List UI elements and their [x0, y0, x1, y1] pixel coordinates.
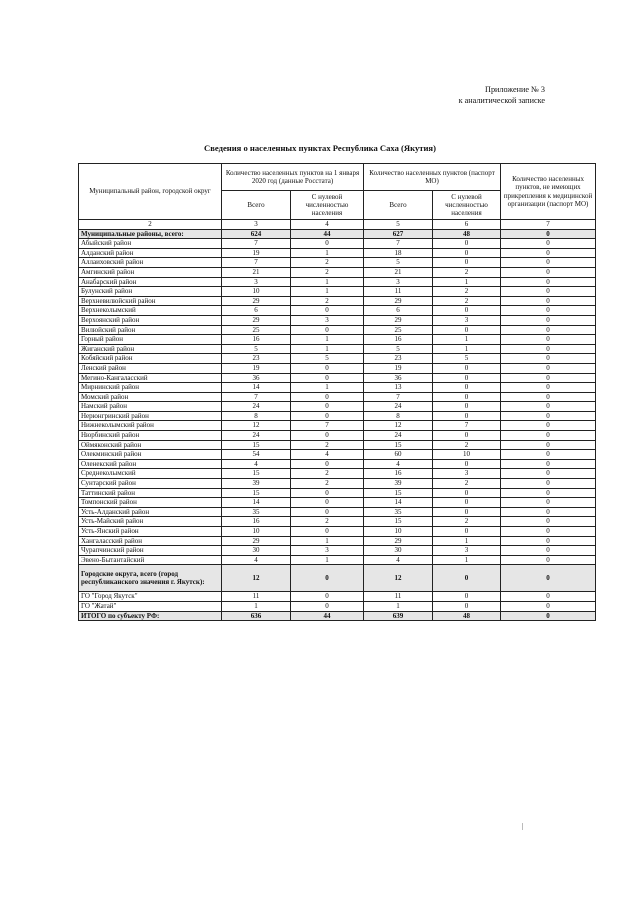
value-cell: 18 [364, 248, 433, 258]
value-cell: 2 [433, 517, 501, 527]
value-cell: 1 [291, 536, 364, 546]
value-cell: 1 [364, 601, 433, 611]
value-cell: 1 [291, 277, 364, 287]
value-cell: 15 [222, 440, 291, 450]
value-cell: 0 [501, 555, 596, 565]
table-row [79, 325, 596, 335]
district-name: Нюрбинский район [79, 431, 222, 441]
value-cell: 2 [433, 296, 501, 306]
value-cell: 0 [433, 373, 501, 383]
value-cell: 0 [501, 431, 596, 441]
column-number: 3 [222, 220, 291, 230]
district-name: Верхневилюйский район [79, 296, 222, 306]
value-cell: 0 [501, 267, 596, 277]
value-cell: 0 [501, 335, 596, 345]
value-cell: 3 [433, 546, 501, 556]
value-cell: 0 [501, 601, 596, 611]
value-cell: 0 [501, 402, 596, 412]
value-cell: 0 [291, 239, 364, 249]
value-cell: 0 [501, 546, 596, 556]
value-cell: 48 [433, 611, 501, 621]
value-cell: 14 [222, 498, 291, 508]
value-cell: 16 [364, 335, 433, 345]
district-name: ГО "Город Якутск" [79, 592, 222, 602]
district-name: Амгинский район [79, 267, 222, 277]
value-cell: 7 [222, 239, 291, 249]
value-cell: 11 [364, 287, 433, 297]
value-cell: 21 [364, 267, 433, 277]
table-row [79, 354, 596, 364]
value-cell: 0 [501, 315, 596, 325]
value-cell: 0 [501, 411, 596, 421]
table-row [79, 450, 596, 460]
district-name: Абыйский район [79, 239, 222, 249]
value-cell: 8 [364, 411, 433, 421]
value-cell: 0 [291, 402, 364, 412]
value-cell: 0 [501, 239, 596, 249]
value-cell: 0 [433, 363, 501, 373]
value-cell: 0 [291, 459, 364, 469]
value-cell: 1 [291, 383, 364, 393]
value-cell: 0 [501, 392, 596, 402]
value-cell: 1 [222, 601, 291, 611]
district-name: Таттинский район [79, 488, 222, 498]
table-row [79, 536, 596, 546]
value-cell: 0 [501, 517, 596, 527]
value-cell: 2 [433, 287, 501, 297]
value-cell: 23 [222, 354, 291, 364]
value-cell: 0 [291, 527, 364, 537]
district-name: Момский район [79, 392, 222, 402]
value-cell: 0 [501, 373, 596, 383]
value-cell: 1 [291, 248, 364, 258]
table-row [79, 488, 596, 498]
district-name: Аллаиховский район [79, 258, 222, 268]
value-cell: 10 [433, 450, 501, 460]
value-cell: 0 [501, 565, 596, 592]
value-cell: 16 [222, 335, 291, 345]
value-cell: 6 [222, 306, 291, 316]
district-name: Горный район [79, 335, 222, 345]
city-total-row [79, 565, 596, 592]
value-cell: 0 [291, 373, 364, 383]
value-cell: 2 [433, 479, 501, 489]
value-cell: 1 [291, 287, 364, 297]
table-row [79, 315, 596, 325]
value-cell: 0 [501, 229, 596, 239]
table-row [79, 527, 596, 537]
value-cell: 19 [364, 363, 433, 373]
value-cell: 0 [501, 363, 596, 373]
table-row [79, 267, 596, 277]
district-name: Чурапчинский район [79, 546, 222, 556]
value-cell: 624 [222, 229, 291, 239]
value-cell: 0 [501, 450, 596, 460]
value-cell: 15 [364, 517, 433, 527]
value-cell: 0 [291, 601, 364, 611]
header-no-medical-org: Количество населенных пунктов, не имеющих прикрепления к медицинской организации (паспорт МО) [501, 164, 596, 220]
value-cell: 5 [364, 258, 433, 268]
value-cell: 0 [501, 479, 596, 489]
value-cell: 0 [291, 431, 364, 441]
value-cell: 2 [291, 440, 364, 450]
value-cell: 0 [291, 565, 364, 592]
value-cell: 0 [501, 354, 596, 364]
value-cell: 0 [433, 565, 501, 592]
value-cell: 0 [501, 592, 596, 602]
value-cell: 0 [291, 363, 364, 373]
value-cell: 1 [291, 344, 364, 354]
value-cell: 3 [222, 277, 291, 287]
value-cell: 39 [364, 479, 433, 489]
value-cell: 0 [501, 258, 596, 268]
column-number: 5 [364, 220, 433, 230]
value-cell: 0 [433, 392, 501, 402]
value-cell: 23 [364, 354, 433, 364]
district-name: ГО "Жатай" [79, 601, 222, 611]
value-cell: 54 [222, 450, 291, 460]
value-cell: 0 [501, 421, 596, 431]
value-cell: 12 [222, 421, 291, 431]
value-cell: 0 [433, 411, 501, 421]
value-cell: 0 [501, 507, 596, 517]
value-cell: 0 [433, 306, 501, 316]
value-cell: 1 [433, 335, 501, 345]
value-cell: 0 [501, 527, 596, 537]
value-cell: 5 [433, 354, 501, 364]
value-cell: 0 [433, 248, 501, 258]
value-cell: 11 [364, 592, 433, 602]
table-row [79, 296, 596, 306]
district-name: Булунский район [79, 287, 222, 297]
table-row [79, 555, 596, 565]
district-name: Томпонский район [79, 498, 222, 508]
value-cell: 25 [364, 325, 433, 335]
value-cell: 0 [433, 488, 501, 498]
district-name: Олекминский район [79, 450, 222, 460]
document-title: Сведения о населенных пунктах Республика Саха (Якутия) [204, 143, 436, 153]
value-cell: 19 [222, 363, 291, 373]
table-row [79, 440, 596, 450]
value-cell: 0 [501, 459, 596, 469]
column-number: 4 [291, 220, 364, 230]
value-cell: 2 [433, 440, 501, 450]
value-cell: 36 [222, 373, 291, 383]
value-cell: 0 [501, 488, 596, 498]
value-cell: 0 [501, 277, 596, 287]
value-cell: 4 [364, 459, 433, 469]
value-cell: 7 [433, 421, 501, 431]
value-cell: 0 [291, 325, 364, 335]
value-cell: 39 [222, 479, 291, 489]
district-name: Ленский район [79, 363, 222, 373]
value-cell: 1 [291, 555, 364, 565]
table-row [79, 592, 596, 602]
settlements-table [78, 163, 596, 621]
value-cell: 12 [222, 565, 291, 592]
table-row [79, 287, 596, 297]
annex-note [459, 84, 545, 106]
table-row [79, 469, 596, 479]
table-row [79, 479, 596, 489]
annex-reference: к аналитической записке [458, 96, 545, 105]
value-cell: 21 [222, 267, 291, 277]
value-cell: 7 [364, 392, 433, 402]
annex-number: Приложение № 3 [485, 85, 545, 94]
table-row [79, 411, 596, 421]
value-cell: 16 [222, 517, 291, 527]
district-name: Хангаласский район [79, 536, 222, 546]
value-cell: 0 [501, 306, 596, 316]
value-cell: 30 [364, 546, 433, 556]
value-cell: 2 [291, 296, 364, 306]
value-cell: 35 [222, 507, 291, 517]
header-rosstat-zero: С нулевой численностью населения [291, 191, 364, 220]
value-cell: 0 [291, 592, 364, 602]
value-cell: 2 [291, 469, 364, 479]
district-name: Сунтарский район [79, 479, 222, 489]
district-name: Нерюнгринский район [79, 411, 222, 421]
district-name: Намский район [79, 402, 222, 412]
district-name: Анабарский район [79, 277, 222, 287]
value-cell: 0 [291, 392, 364, 402]
table-row [79, 383, 596, 393]
value-cell: 0 [433, 507, 501, 517]
value-cell: 24 [364, 402, 433, 412]
district-name: Кобяйский район [79, 354, 222, 364]
value-cell: 10 [222, 287, 291, 297]
value-cell: 0 [291, 306, 364, 316]
value-cell: 11 [222, 592, 291, 602]
value-cell: 14 [222, 383, 291, 393]
table-row [79, 335, 596, 345]
value-cell: 0 [501, 536, 596, 546]
value-cell: 7 [222, 392, 291, 402]
value-cell: 8 [222, 411, 291, 421]
header-rosstat-group: Количество населенных пунктов на 1 января 2020 год (данные Росстата) [222, 164, 364, 191]
value-cell: 2 [291, 267, 364, 277]
grand-total-row [79, 611, 596, 621]
value-cell: 0 [433, 527, 501, 537]
value-cell: 0 [433, 498, 501, 508]
value-cell: 29 [222, 536, 291, 546]
district-name: Вилюйский район [79, 325, 222, 335]
value-cell: 15 [364, 488, 433, 498]
district-name: Усть-Алданский район [79, 507, 222, 517]
district-name: Верхнеколымский [79, 306, 222, 316]
value-cell: 5 [291, 354, 364, 364]
value-cell: 30 [222, 546, 291, 556]
value-cell: 2 [433, 267, 501, 277]
value-cell: 4 [222, 459, 291, 469]
district-name: Мегино-Кангаласский [79, 373, 222, 383]
district-name: Алданский район [79, 248, 222, 258]
value-cell: 7 [222, 258, 291, 268]
value-cell: 36 [364, 373, 433, 383]
column-number: 2 [79, 220, 222, 230]
value-cell: 29 [364, 536, 433, 546]
table-row [79, 459, 596, 469]
table-row [79, 258, 596, 268]
value-cell: 0 [433, 431, 501, 441]
table-row [79, 239, 596, 249]
value-cell: 7 [291, 421, 364, 431]
value-cell: 35 [364, 507, 433, 517]
value-cell: 44 [291, 611, 364, 621]
value-cell: 10 [222, 527, 291, 537]
table-row [79, 277, 596, 287]
district-name: Муниципальные районы, всего: [79, 229, 222, 239]
header-passport-zero: С нулевой численностью населения [433, 191, 501, 220]
value-cell: 13 [364, 383, 433, 393]
value-cell: 12 [364, 421, 433, 431]
value-cell: 3 [291, 315, 364, 325]
value-cell: 7 [364, 239, 433, 249]
value-cell: 0 [501, 611, 596, 621]
value-cell: 15 [222, 488, 291, 498]
value-cell: 5 [364, 344, 433, 354]
value-cell: 12 [364, 565, 433, 592]
value-cell: 1 [433, 536, 501, 546]
table-row [79, 517, 596, 527]
value-cell: 2 [291, 517, 364, 527]
table-row [79, 392, 596, 402]
value-cell: 627 [364, 229, 433, 239]
value-cell: 0 [433, 592, 501, 602]
value-cell: 3 [364, 277, 433, 287]
district-name: Городские округа, всего (город республиканского значения г. Якутск): [79, 565, 222, 592]
municipal-total-row [79, 229, 596, 239]
district-name: Усть-Майский район [79, 517, 222, 527]
value-cell: 60 [364, 450, 433, 460]
value-cell: 0 [501, 325, 596, 335]
value-cell: 29 [364, 296, 433, 306]
value-cell: 1 [291, 335, 364, 345]
value-cell: 0 [501, 344, 596, 354]
header-rosstat-total: Всего [222, 191, 291, 220]
table-row [79, 306, 596, 316]
value-cell: 0 [433, 239, 501, 249]
value-cell: 24 [364, 431, 433, 441]
value-cell: 25 [222, 325, 291, 335]
value-cell: 0 [433, 402, 501, 412]
value-cell: 0 [291, 498, 364, 508]
value-cell: 1 [433, 344, 501, 354]
district-name: Жиганский район [79, 344, 222, 354]
value-cell: 0 [291, 411, 364, 421]
value-cell: 29 [364, 315, 433, 325]
value-cell: 1 [433, 277, 501, 287]
value-cell: 0 [501, 383, 596, 393]
value-cell: 0 [501, 248, 596, 258]
value-cell: 4 [222, 555, 291, 565]
value-cell: 19 [222, 248, 291, 258]
value-cell: 15 [222, 469, 291, 479]
table-row [79, 546, 596, 556]
column-number: 6 [433, 220, 501, 230]
value-cell: 3 [433, 469, 501, 479]
header-district: Муниципальный район, городской округ [79, 164, 222, 220]
value-cell: 1 [433, 555, 501, 565]
value-cell: 639 [364, 611, 433, 621]
value-cell: 14 [364, 498, 433, 508]
table-row [79, 363, 596, 373]
value-cell: 636 [222, 611, 291, 621]
district-name: Эвено-Бытантайский [79, 555, 222, 565]
table-row [79, 344, 596, 354]
value-cell: 48 [433, 229, 501, 239]
value-cell: 2 [291, 479, 364, 489]
value-cell: 0 [291, 488, 364, 498]
stray-mark [522, 823, 523, 830]
header-passport-total: Всего [364, 191, 433, 220]
value-cell: 3 [433, 315, 501, 325]
district-name: Оймяконский район [79, 440, 222, 450]
value-cell: 29 [222, 315, 291, 325]
value-cell: 3 [291, 546, 364, 556]
value-cell: 15 [364, 440, 433, 450]
value-cell: 4 [364, 555, 433, 565]
value-cell: 16 [364, 469, 433, 479]
value-cell: 0 [433, 459, 501, 469]
value-cell: 0 [501, 440, 596, 450]
district-name: Среднеколымский [79, 469, 222, 479]
header-passport-group: Количество населенных пунктов (паспорт МО) [364, 164, 501, 191]
table-row [79, 248, 596, 258]
table-row [79, 421, 596, 431]
district-name: Нижнеколымский район [79, 421, 222, 431]
table-row [79, 507, 596, 517]
district-name: ИТОГО по субъекту РФ: [79, 611, 222, 621]
value-cell: 0 [501, 296, 596, 306]
table-row [79, 601, 596, 611]
column-number: 7 [501, 220, 596, 230]
value-cell: 0 [291, 507, 364, 517]
value-cell: 0 [501, 469, 596, 479]
value-cell: 0 [433, 383, 501, 393]
district-name: Верхоянский район [79, 315, 222, 325]
table-body [79, 220, 596, 621]
value-cell: 24 [222, 402, 291, 412]
value-cell: 10 [364, 527, 433, 537]
value-cell: 4 [291, 450, 364, 460]
value-cell: 0 [433, 325, 501, 335]
value-cell: 6 [364, 306, 433, 316]
value-cell: 44 [291, 229, 364, 239]
value-cell: 29 [222, 296, 291, 306]
value-cell: 0 [433, 601, 501, 611]
value-cell: 24 [222, 431, 291, 441]
district-name: Усть-Янский район [79, 527, 222, 537]
table-row [79, 373, 596, 383]
value-cell: 2 [291, 258, 364, 268]
table-row [79, 431, 596, 441]
table-row [79, 498, 596, 508]
value-cell: 5 [222, 344, 291, 354]
value-cell: 0 [433, 258, 501, 268]
district-name: Мирнинский район [79, 383, 222, 393]
value-cell: 0 [501, 287, 596, 297]
district-name: Оленекский район [79, 459, 222, 469]
table-row [79, 402, 596, 412]
column-number-row [79, 220, 596, 230]
value-cell: 0 [501, 498, 596, 508]
